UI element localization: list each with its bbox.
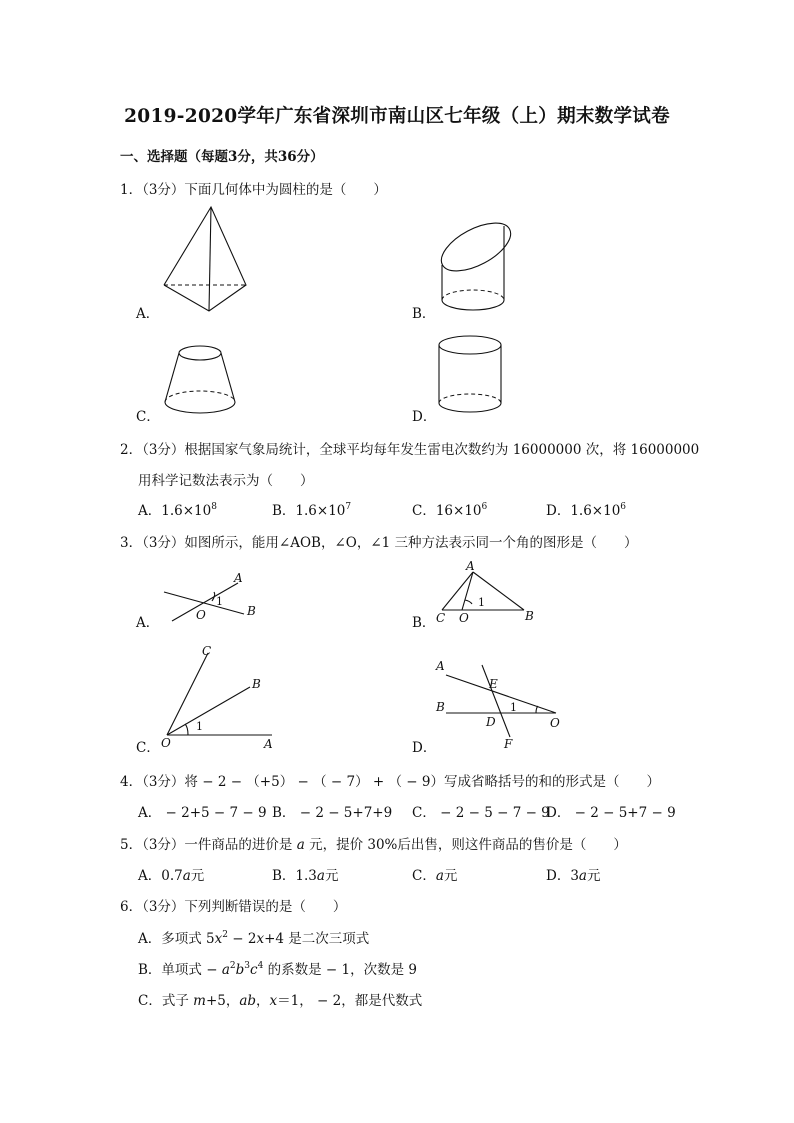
fig-b-label-c: C [436,611,446,625]
fig-d-label-1: 1 [510,701,517,714]
fig-c-label-b: B [252,677,261,691]
q5-option-a: A．0.7a元 [138,868,205,884]
fig-b-label-1: 1 [478,596,485,609]
fig-d-label-a: A [436,659,445,673]
question-5-stem: 5．（3分）一件商品的进价是 a 元，提价 30%后出售，则这件商品的售价是（ ） [120,837,627,853]
q1-option-a-label: A． [136,306,160,322]
q3-option-c-label: C． [136,740,160,756]
question-2-stem-line2: 用科学记数法表示为（ ） [138,473,314,489]
q6-option-b: B．单项式 − $a^2b^3c^4$ 的系数是 − 1，次数是 9 [138,961,417,978]
question-1-stem: 1．（3分）下面几何体中为圆柱的是（ ） [120,182,387,198]
fig-b-label-o: O [459,611,469,625]
fig-b-label-a: A [466,559,475,573]
q6-option-a: A．多项式 $5x^2 - 2x+4$ 是二次三项式 [138,930,370,947]
angle-figure-b [432,560,542,626]
q2-option-d: D．$1.6\times 10^6$ [546,502,627,519]
fig-a-label-o: O [196,608,206,622]
oblique-cut-cylinder-figure [438,207,518,313]
fig-c-label-o: O [161,736,171,750]
q5-option-c: C．a元 [412,868,458,884]
q2-option-a: A．$1.6\times 10^8$ [138,502,217,519]
q4-option-d: D． − 2 − 5+7 − 9 [546,805,676,821]
q1-option-b-label: B． [412,306,436,322]
q5-option-b: B．1.3a元 [272,868,339,884]
q4-option-b: B． − 2 − 5+7+9 [272,805,393,821]
pyramid-figure [160,205,255,315]
q2-option-c: C．$16\times 10^6$ [412,502,488,519]
fig-c-label-1: 1 [196,720,203,733]
q2-option-b: B．$1.6\times 10^7$ [272,502,352,519]
q1-option-c-label: C． [136,409,160,425]
q4-option-a: A． − 2+5 − 7 − 9 [138,805,267,821]
fig-a-label-b: B [247,604,256,618]
angle-figure-c [158,640,278,750]
fig-b-label-b: B [525,609,534,623]
fig-d-label-o: O [550,716,560,730]
frustum-figure [162,345,242,417]
fig-c-label-a: A [264,737,273,751]
fig-d-label-b: B [436,700,445,714]
angle-figure-a [162,570,272,630]
question-2-stem-line1: 2．（3分）根据国家气象局统计，全球平均每年发生雷电次数约为 16000000 次，将 16000000 [120,442,700,458]
question-6-stem: 6．（3分）下列判断错误的是（ ） [120,899,347,915]
q1-option-d-label: D． [412,409,437,425]
q5-option-d: D．3a元 [546,868,601,884]
fig-a-label-1: 1 [216,595,223,608]
section-heading: 一、选择题（每题3分，共36分） [120,149,324,165]
fig-c-label-c: C [202,644,212,658]
q3-option-a-label: A． [136,615,160,631]
angle-figure-d [432,655,567,751]
fig-d-label-f: F [504,737,513,751]
q6-option-c: C．式子 m+5，ab，x＝1， − 2，都是代数式 [138,993,423,1009]
question-3-stem: 3．（3分）如图所示，能用∠AOB，∠O，∠1 三种方法表示同一个角的图形是（ ） [120,535,638,551]
q3-option-d-label: D． [412,740,437,756]
q3-option-b-label: B． [412,615,436,631]
q4-option-c: C． − 2 − 5 − 7 − 9 [412,805,550,821]
page-title: 2019-2020学年广东省深圳市南山区七年级（上）期末数学试卷 [124,106,670,127]
fig-d-label-e: E [489,677,498,691]
question-4-stem: 4．（3分）将 − 2 − （+5） − （ − 7） + （ − 9）写成省略括号的和的形式是（ ） [120,774,660,790]
cylinder-figure [438,335,508,417]
fig-d-label-d: D [486,715,496,729]
fig-a-label-a: A [234,571,243,585]
